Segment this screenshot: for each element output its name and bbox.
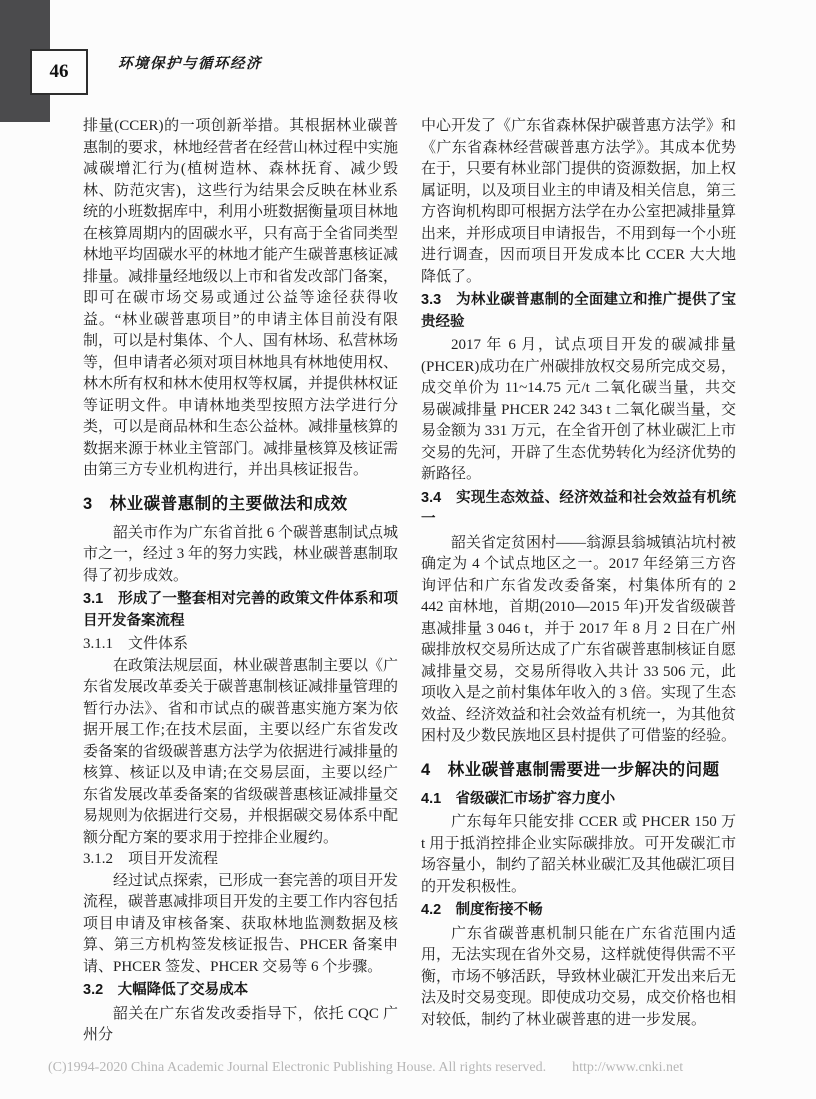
page-number: 46 [49,61,69,82]
paragraph: 广东每年只能安排 CCER 或 PHCER 150 万 t 用于抵消控排企业实际碳排放。可开发碳汇市场容量小，制约了韶关林业碳汇及其他碳汇项目的开发积极性。 [421,814,737,895]
section-heading-3: 3 林业碳普惠制的主要做法和成效 [83,494,348,513]
subsection-heading-4-1: 4.1 省级碳汇市场扩容力度小 [421,790,616,807]
paragraph-continued: 中心开发了《广东省森林保护碳普惠方法学》和《广东省森林经营碳普惠方法学》。其成本优势在于，只要有林业部门提供的资源数据，加上权属证明，以及项目业主的申请及相关信息，第三方咨询机构即可根据方法学在办公室把减排量算出来，并形成项目申请报告，不用到每一个小班进行调查，因而项目开发成本比 CCER 大大地降低了。 [421,118,737,285]
paragraph-continued: 排量(CCER)的一项创新举措。其根据林业碳普惠制的要求，林地经营者在经营山林过程中实施减碳增汇行为(植树造林、森林抚育、减少毁林、防范灾害)，这些行为结果会反映在林业系统的小班数据库中，利用小班数据衡量项目林地在核算周期内的固碳水平，只有高于全省同类型林地平均固碳水平的林地才能产生碳普惠核证减排量。减排量经地级以上市和省发改部门备案，即可在碳市场交易或通过公益等途径获得收益。“林业碳普惠项目”的申请主体目前没有限制，可以是村集体、个人、国有林场、私营林场等，但申请者必须对项目林地具有林地使用权、林木所有权和林木使用权等权属，并提供林权证等证明文件。申请林地类型按照方法学进行分类，可以是商品林和生态公益林。减排量核算的数据来源于林业主管部门。减排量核算及核证需由第三方专业机构进行，并出具核证报告。 [83,118,399,478]
journal-title: 环境保护与循环经济 [118,56,262,72]
subsection-heading-3-1-1: 3.1.1 文件体系 [83,636,189,652]
footer-copyright: (C)1994-2020 China Academic Journal Electronic Publishing House. All rights reserved. [48,1060,547,1075]
section-heading-4: 4 林业碳普惠制需要进一步解决的问题 [421,760,720,779]
article-body [83,116,736,1047]
paragraph: 韶关省定贫困村——翁源县翁城镇沾坑村被确定为 4 个试点地区之一。2017 年经第三方咨询评估和广东省发改委备案，村集体所有的 2 442 亩林地，首期(2010—2015 年)开发省级碳普惠减排量 3 046 t，并于 2017 年 8 月 2 日在广州碳排放权交易所达成了广东省碳普惠制核证自愿减排量交易，交易所得收入共计 33 506 元，此项收入是之前村集体年收入的 3 倍。实现了生态效益、经济效益和社会效益有机统一，为其他贫困村及少数民族地区县村提供了可借鉴的经验。 [421,534,737,744]
subsection-heading-3-3: 3.3 为林业碳普惠制的全面建立和推广提供了宝贵经验 [421,292,736,330]
subsection-heading-3-1: 3.1 形成了一整套相对完善的政策文件体系和项目开发备案流程 [83,591,398,629]
right-column [421,116,736,1047]
paragraph: 广东省碳普惠机制只能在广东省范围内适用，无法实现在省外交易，这样就使得供需不平衡，市场不够活跃，导致林业碳汇开发出来后无法及时交易变现。即使成功交易，成交价格也相对较低，制约了林业碳普惠的进一步发展。 [421,925,737,1028]
footer [48,1060,788,1076]
left-column [83,116,398,1047]
footer-url: http://www.cnki.net [572,1060,684,1075]
subsection-heading-3-4: 3.4 实现生态效益、经济效益和社会效益有机统一 [421,489,736,527]
paragraph: 经过试点探索，已形成一套完善的项目开发流程，碳普惠减排项目开发的主要工作内容包括项目申请及审核备案、获取林地监测数据及核算、第三方机构签发核证报告、PHCER 备案申请、PHCER 签发、PHCER 交易等 6 个步骤。 [83,872,399,975]
subsection-heading-3-1-2: 3.1.2 项目开发流程 [83,851,219,867]
paragraph: 韶关市作为广东省首批 6 个碳普惠制试点城市之一，经过 3 年的努力实践，林业碳普惠制取得了初步成效。 [83,524,399,584]
subsection-heading-3-2: 3.2 大幅降低了交易成本 [83,982,249,998]
page-number-box [30,49,88,95]
subsection-heading-4-2: 4.2 制度衔接不畅 [421,902,543,918]
paragraph-partial: 韶关在广东省发改委指导下，依托 CQC 广州分 [83,1005,398,1043]
paragraph: 2017 年 6 月，试点项目开发的碳减排量(PHCER)成功在广州碳排放权交易所完成交易，成交单价为 11~14.75 元/t 二氧化碳当量，共交易碳减排量 PHCER 242 343 t 二氧化碳当量，交易金额为 331 万元，在全省开创了林业碳汇上市交易的先河，开辟了生态优势转化为经济优势的新路径。 [421,337,737,482]
paragraph: 在政策法规层面，林业碳普惠制主要以《广东省发展改革委关于碳普惠制核证减排量管理的暂行办法》、省和市试点的碳普惠实施方案为依据开展工作;在技术层面，主要以经广东省发改委备案的省级碳普惠方法学为依据进行减排量的核算、核证以及申请;在交易层面，主要以经广东省发展改革委备案的省级碳普惠核证减排量交易规则为依据进行交易，并根据碳交易体系中配额分配方案的要求用于控排企业履约。 [83,657,399,846]
